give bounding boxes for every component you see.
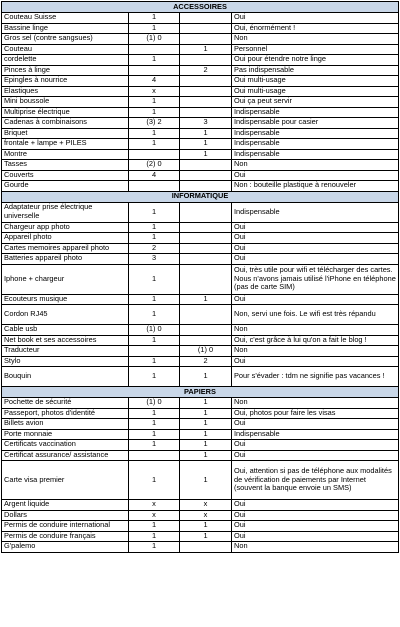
item-name-cell: Gros sel (contre sangsues) <box>2 34 129 45</box>
item-name-cell: Pinces à linge <box>2 65 129 76</box>
item-name-cell: Certificat assurance/ assistance <box>2 450 129 461</box>
quantity-b-cell <box>180 254 232 265</box>
item-name-cell: Cartes memoires appareil photo <box>2 243 129 254</box>
comment-cell: Oui <box>232 419 399 430</box>
table-row <box>2 233 399 244</box>
item-name-cell: G'palemo <box>2 542 129 553</box>
quantity-b-cell: 1 <box>180 149 232 160</box>
table-row <box>2 222 399 233</box>
item-name-cell: Cordon RJ45 <box>2 305 129 325</box>
quantity-a-cell: 1 <box>129 55 180 66</box>
table-row <box>2 170 399 181</box>
quantity-b-cell <box>180 305 232 325</box>
quantity-a-cell: x <box>129 500 180 511</box>
item-name-cell: Pochette de sécurité <box>2 398 129 409</box>
comment-cell: Personnel <box>232 44 399 55</box>
quantity-a-cell: 1 <box>129 128 180 139</box>
item-name-cell: Passeport, photos d'identité <box>2 408 129 419</box>
comment-cell: Non <box>232 34 399 45</box>
item-name-cell: Permis de conduire français <box>2 531 129 542</box>
quantity-a-cell: 1 <box>129 335 180 346</box>
quantity-b-cell <box>180 542 232 553</box>
quantity-b-cell <box>180 86 232 97</box>
quantity-a-cell: 1 <box>129 139 180 150</box>
quantity-a-cell: 1 <box>129 440 180 451</box>
comment-cell: Indispensable <box>232 429 399 440</box>
table-row <box>2 346 399 357</box>
quantity-a-cell: 4 <box>129 170 180 181</box>
quantity-a-cell: 1 <box>129 107 180 118</box>
quantity-a-cell: 1 <box>129 264 180 294</box>
packing-list-body <box>2 2 399 553</box>
quantity-b-cell <box>180 76 232 87</box>
item-name-cell: Bassine linge <box>2 23 129 34</box>
table-row <box>2 65 399 76</box>
comment-cell: Oui <box>232 440 399 451</box>
item-name-cell: Gourde <box>2 181 129 192</box>
item-name-cell: Epingles à nourrice <box>2 76 129 87</box>
comment-cell: Oui <box>232 510 399 521</box>
table-row <box>2 510 399 521</box>
quantity-a-cell: 1 <box>129 429 180 440</box>
table-row <box>2 531 399 542</box>
quantity-b-cell: 1 <box>180 450 232 461</box>
table-row <box>2 408 399 419</box>
quantity-a-cell <box>129 44 180 55</box>
quantity-b-cell <box>180 107 232 118</box>
quantity-b-cell: 1 <box>180 294 232 305</box>
quantity-a-cell <box>129 149 180 160</box>
quantity-a-cell: 1 <box>129 294 180 305</box>
quantity-a-cell <box>129 450 180 461</box>
comment-cell: Oui multi-usage <box>232 76 399 87</box>
item-name-cell: Argent liquide <box>2 500 129 511</box>
quantity-a-cell: (1) 0 <box>129 34 180 45</box>
table-row <box>2 23 399 34</box>
comment-cell: Indispensable pour casier <box>232 118 399 129</box>
quantity-b-cell <box>180 34 232 45</box>
table-row <box>2 97 399 108</box>
quantity-a-cell: 1 <box>129 419 180 430</box>
table-row <box>2 243 399 254</box>
item-name-cell: Cable usb <box>2 325 129 336</box>
table-row <box>2 55 399 66</box>
quantity-a-cell: (2) 0 <box>129 160 180 171</box>
quantity-b-cell: 1 <box>180 461 232 500</box>
table-row <box>2 335 399 346</box>
item-name-cell: Traducteur <box>2 346 129 357</box>
table-row <box>2 440 399 451</box>
section-header <box>2 2 399 13</box>
item-name-cell: Mini boussole <box>2 97 129 108</box>
item-name-cell: frontale + lampe + PILES <box>2 139 129 150</box>
quantity-a-cell: 1 <box>129 13 180 24</box>
table-row <box>2 264 399 294</box>
item-name-cell: Certificats vaccination <box>2 440 129 451</box>
comment-cell: Non <box>232 346 399 357</box>
quantity-a-cell <box>129 346 180 357</box>
table-row <box>2 398 399 409</box>
quantity-b-cell: 1 <box>180 440 232 451</box>
table-row <box>2 139 399 150</box>
section-header <box>2 191 399 202</box>
item-name-cell: Multiprise électrique <box>2 107 129 118</box>
item-name-cell: Cadenas à combinaisons <box>2 118 129 129</box>
item-name-cell: Carte visa premier <box>2 461 129 500</box>
packing-list-table <box>1 1 399 553</box>
table-row <box>2 325 399 336</box>
quantity-b-cell: 1 <box>180 128 232 139</box>
quantity-b-cell: 1 <box>180 367 232 387</box>
table-row <box>2 107 399 118</box>
comment-cell: Indispensable <box>232 107 399 118</box>
quantity-b-cell: (1) 0 <box>180 346 232 357</box>
comment-cell: Oui, très utile pour wifi et télécharger des cartes. Nous n'avons jamais utilisé l'iPhone en téléphone (pas de carte SIM) <box>232 264 399 294</box>
quantity-b-cell <box>180 181 232 192</box>
table-row <box>2 542 399 553</box>
quantity-b-cell <box>180 160 232 171</box>
quantity-a-cell: 1 <box>129 233 180 244</box>
quantity-b-cell <box>180 23 232 34</box>
comment-cell: Oui <box>232 254 399 265</box>
item-name-cell: Iphone + chargeur <box>2 264 129 294</box>
table-row <box>2 419 399 430</box>
table-row <box>2 86 399 97</box>
comment-cell: Oui <box>232 243 399 254</box>
quantity-b-cell: 1 <box>180 419 232 430</box>
item-name-cell: Net book et ses accessoires <box>2 335 129 346</box>
comment-cell: Oui pour étendre notre linge <box>232 55 399 66</box>
item-name-cell: Bouquin <box>2 367 129 387</box>
quantity-a-cell: 3 <box>129 254 180 265</box>
table-row <box>2 128 399 139</box>
comment-cell: Non <box>232 398 399 409</box>
quantity-a-cell: 2 <box>129 243 180 254</box>
item-name-cell: Appareil photo <box>2 233 129 244</box>
comment-cell: Non <box>232 160 399 171</box>
quantity-b-cell: 1 <box>180 521 232 532</box>
section-title: PAPIERS <box>2 387 399 398</box>
quantity-a-cell: 1 <box>129 531 180 542</box>
quantity-b-cell <box>180 243 232 254</box>
comment-cell: Oui <box>232 294 399 305</box>
quantity-b-cell <box>180 233 232 244</box>
quantity-b-cell: 1 <box>180 139 232 150</box>
comment-cell: Oui <box>232 170 399 181</box>
comment-cell: Oui multi-usage <box>232 86 399 97</box>
comment-cell: Oui ça peut servir <box>232 97 399 108</box>
quantity-b-cell: x <box>180 500 232 511</box>
item-name-cell: Billets avion <box>2 419 129 430</box>
quantity-a-cell: 4 <box>129 76 180 87</box>
comment-cell: Oui, c'est grâce à lui qu'on a fait le blog ! <box>232 335 399 346</box>
table-row <box>2 305 399 325</box>
table-row <box>2 181 399 192</box>
comment-cell: Oui, énormément ! <box>232 23 399 34</box>
table-row <box>2 461 399 500</box>
table-row <box>2 149 399 160</box>
comment-cell: Indispensable <box>232 139 399 150</box>
quantity-b-cell: 1 <box>180 531 232 542</box>
quantity-a-cell: 1 <box>129 305 180 325</box>
item-name-cell: Adaptateur prise électrique universelle <box>2 202 129 222</box>
item-name-cell: Porte monnaie <box>2 429 129 440</box>
quantity-a-cell: 1 <box>129 97 180 108</box>
quantity-b-cell <box>180 55 232 66</box>
table-row <box>2 202 399 222</box>
item-name-cell: Batteries appareil photo <box>2 254 129 265</box>
quantity-b-cell: 1 <box>180 429 232 440</box>
comment-cell: Oui <box>232 521 399 532</box>
comment-cell: Oui, attention si pas de téléphone aux modalités de vérification de paiements par Internet (souvent la banque envoie un SMS) <box>232 461 399 500</box>
comment-cell: Non, servi une fois. Le wifi est très répandu <box>232 305 399 325</box>
quantity-b-cell: 3 <box>180 118 232 129</box>
comment-cell: Non <box>232 325 399 336</box>
quantity-b-cell <box>180 335 232 346</box>
table-row <box>2 44 399 55</box>
table-row <box>2 500 399 511</box>
quantity-b-cell <box>180 170 232 181</box>
quantity-a-cell: (1) 0 <box>129 398 180 409</box>
quantity-a-cell: 1 <box>129 461 180 500</box>
comment-cell: Oui <box>232 450 399 461</box>
table-row <box>2 521 399 532</box>
quantity-a-cell: 1 <box>129 367 180 387</box>
quantity-b-cell: 1 <box>180 398 232 409</box>
quantity-b-cell <box>180 97 232 108</box>
table-row <box>2 450 399 461</box>
item-name-cell: cordelette <box>2 55 129 66</box>
table-row <box>2 76 399 87</box>
quantity-a-cell: 1 <box>129 202 180 222</box>
comment-cell: Indispensable <box>232 202 399 222</box>
table-row <box>2 356 399 367</box>
table-row <box>2 294 399 305</box>
item-name-cell: Tasses <box>2 160 129 171</box>
quantity-a-cell <box>129 181 180 192</box>
comment-cell: Oui, photos pour faire les visas <box>232 408 399 419</box>
table-row <box>2 118 399 129</box>
quantity-a-cell: 1 <box>129 542 180 553</box>
quantity-b-cell: 1 <box>180 408 232 419</box>
comment-cell: Oui <box>232 222 399 233</box>
quantity-b-cell <box>180 222 232 233</box>
item-name-cell: Dollars <box>2 510 129 521</box>
comment-cell: Non <box>232 542 399 553</box>
comment-cell: Oui <box>232 233 399 244</box>
quantity-b-cell: 2 <box>180 65 232 76</box>
table-row <box>2 34 399 45</box>
table-row <box>2 429 399 440</box>
item-name-cell: Couverts <box>2 170 129 181</box>
comment-cell: Oui <box>232 531 399 542</box>
item-name-cell: Ecouteurs musique <box>2 294 129 305</box>
comment-cell: Pas indispensable <box>232 65 399 76</box>
quantity-a-cell: (1) 0 <box>129 325 180 336</box>
quantity-a-cell: 1 <box>129 521 180 532</box>
section-title: INFORMATIQUE <box>2 191 399 202</box>
quantity-a-cell: 1 <box>129 356 180 367</box>
quantity-a-cell: x <box>129 86 180 97</box>
quantity-b-cell <box>180 264 232 294</box>
item-name-cell: Briquet <box>2 128 129 139</box>
quantity-b-cell: 1 <box>180 44 232 55</box>
quantity-b-cell <box>180 13 232 24</box>
item-name-cell: Stylo <box>2 356 129 367</box>
item-name-cell: Permis de conduire international <box>2 521 129 532</box>
quantity-b-cell <box>180 202 232 222</box>
section-header <box>2 387 399 398</box>
comment-cell: Indispensable <box>232 149 399 160</box>
comment-cell: Oui <box>232 356 399 367</box>
comment-cell: Non : bouteille plastique à renouveler <box>232 181 399 192</box>
quantity-b-cell <box>180 325 232 336</box>
item-name-cell: Couteau <box>2 44 129 55</box>
quantity-b-cell: 2 <box>180 356 232 367</box>
table-row <box>2 160 399 171</box>
table-row <box>2 367 399 387</box>
item-name-cell: Chargeur app photo <box>2 222 129 233</box>
quantity-b-cell: x <box>180 510 232 521</box>
quantity-a-cell: x <box>129 510 180 521</box>
quantity-a-cell: 1 <box>129 23 180 34</box>
quantity-a-cell: 1 <box>129 408 180 419</box>
comment-cell: Pour s'évader : tdm ne signifie pas vacances ! <box>232 367 399 387</box>
comment-cell: Oui <box>232 13 399 24</box>
item-name-cell: Elastiques <box>2 86 129 97</box>
quantity-a-cell: (3) 2 <box>129 118 180 129</box>
table-row <box>2 13 399 24</box>
comment-cell: Oui <box>232 500 399 511</box>
item-name-cell: Montre <box>2 149 129 160</box>
quantity-a-cell: 1 <box>129 222 180 233</box>
item-name-cell: Couteau Suisse <box>2 13 129 24</box>
quantity-a-cell <box>129 65 180 76</box>
comment-cell: Indispensable <box>232 128 399 139</box>
table-row <box>2 254 399 265</box>
section-title: ACCESSOIRES <box>2 2 399 13</box>
